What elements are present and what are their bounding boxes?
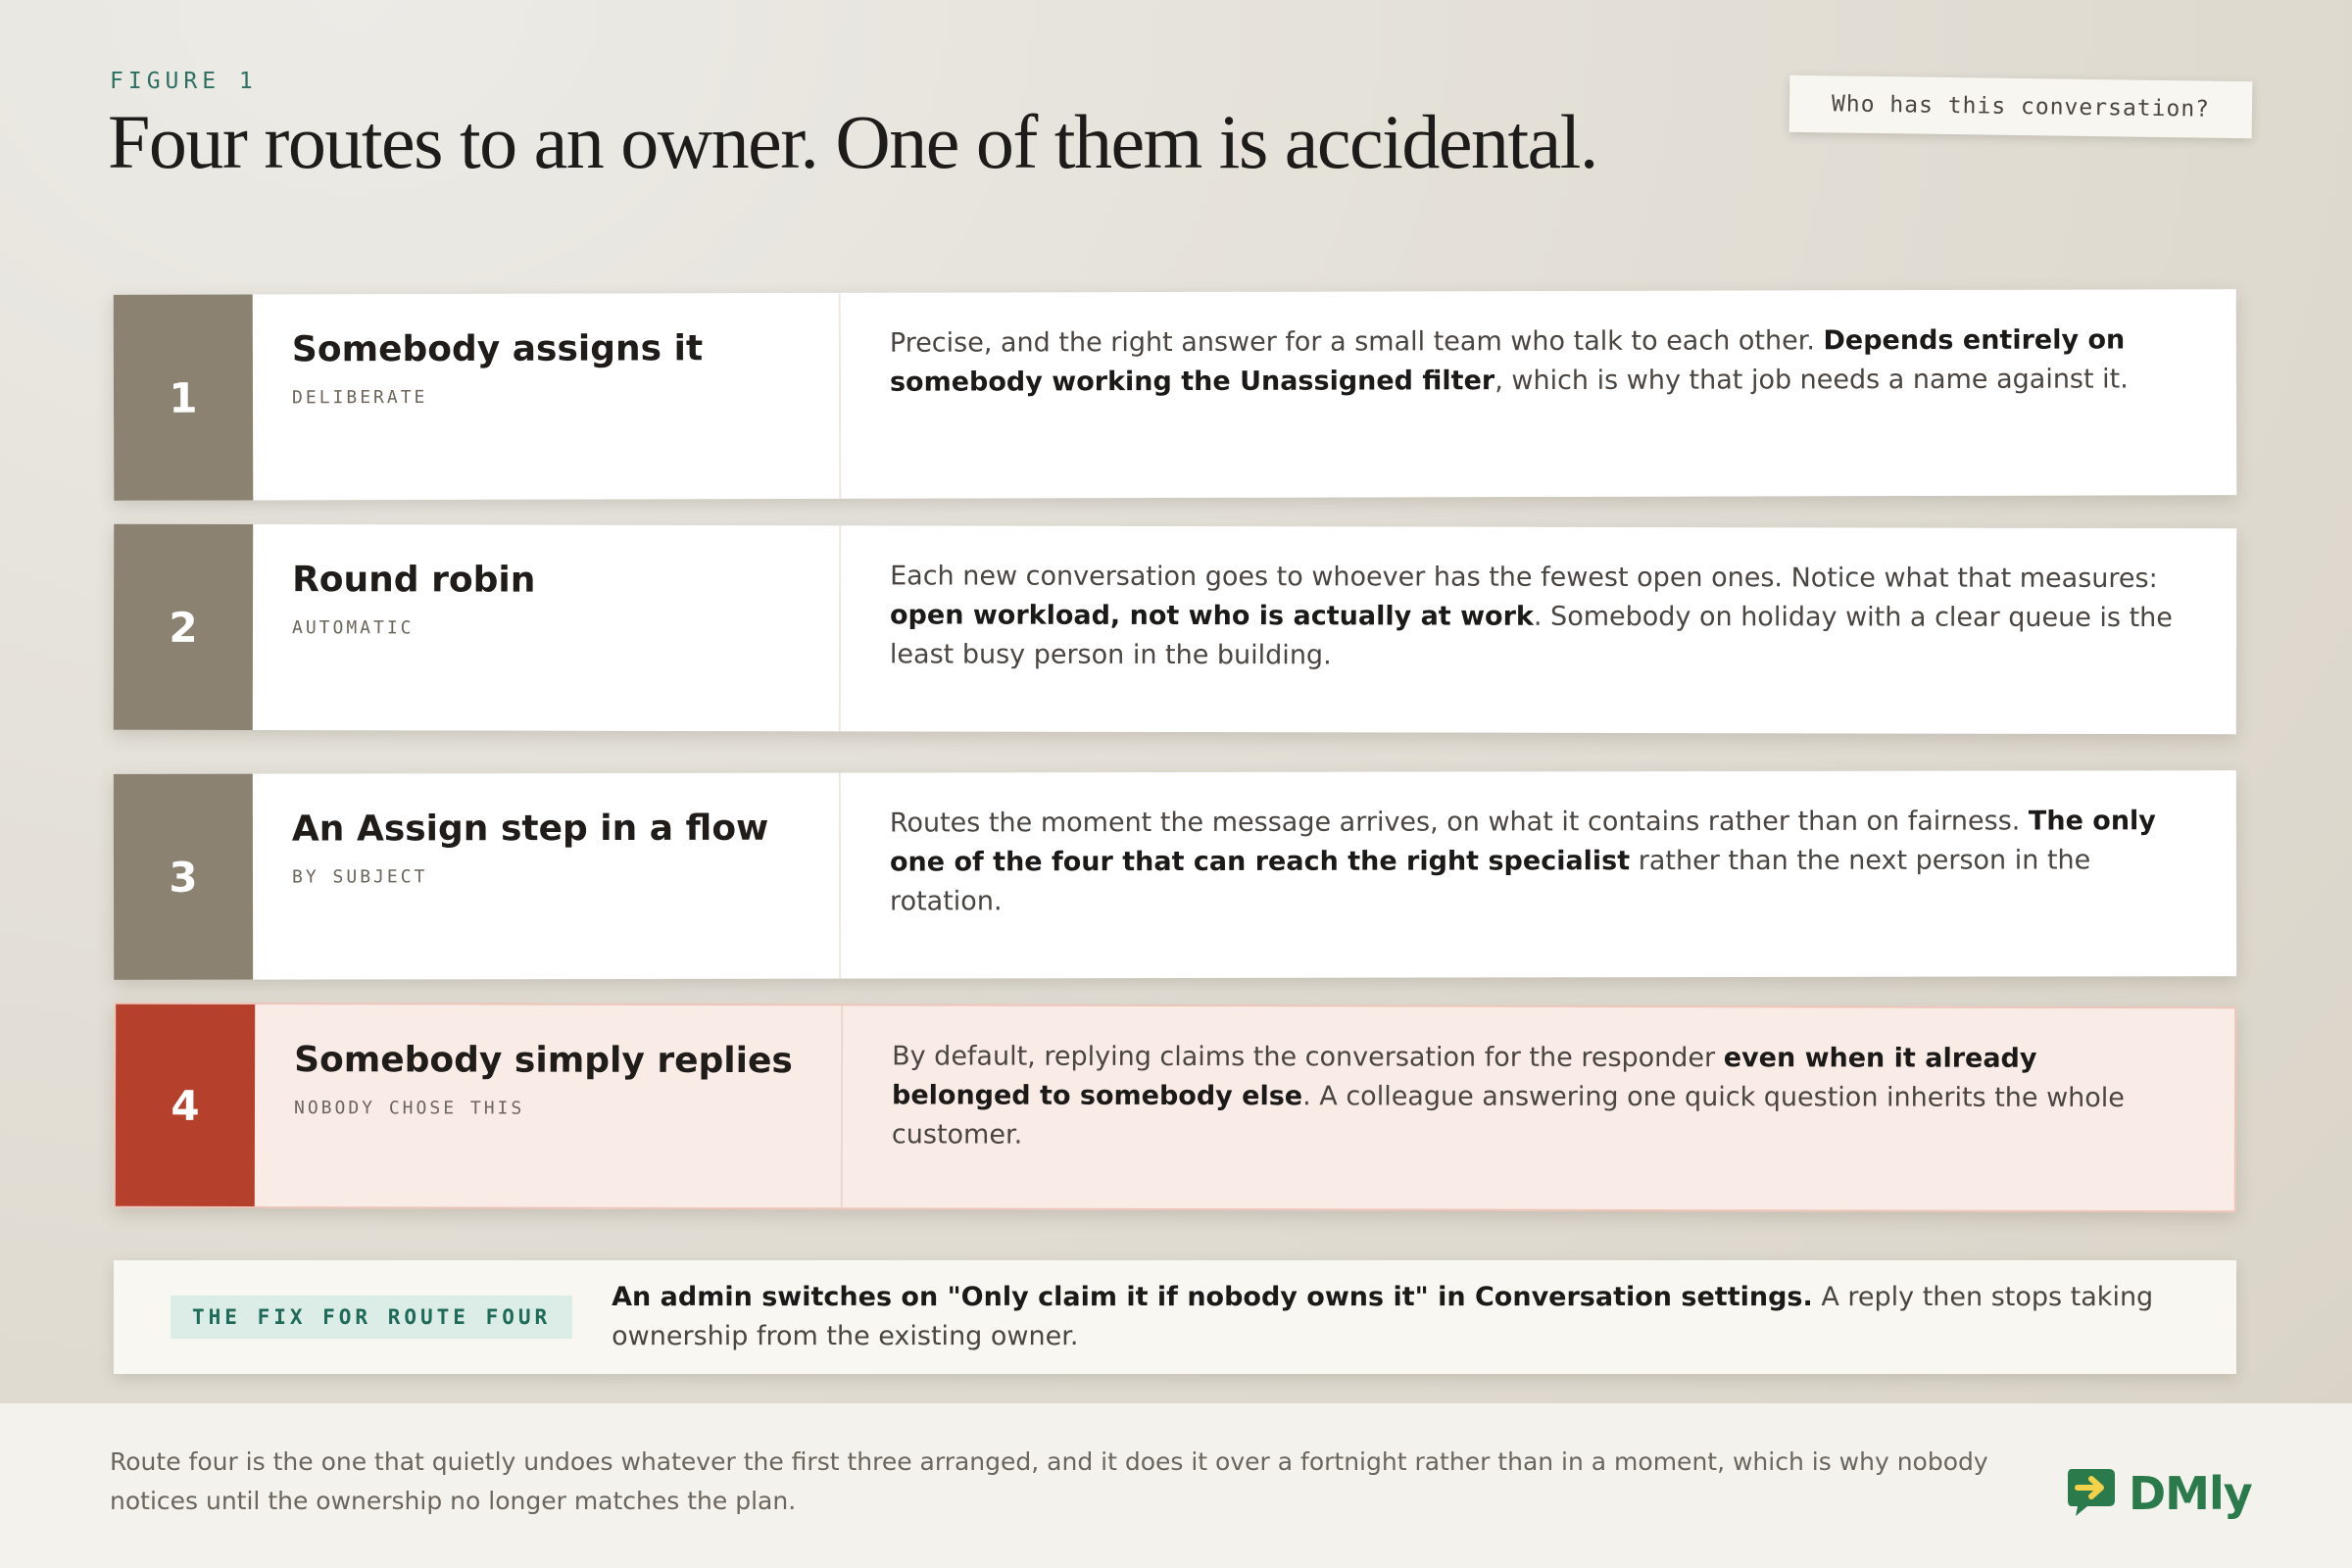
route-description	[841, 289, 2237, 499]
route-label	[253, 524, 841, 731]
footer	[0, 1403, 2352, 1568]
fix-emphasis: An admin switches on "Only claim it if nobody owns it" in Conversation settings.	[612, 1282, 1813, 1312]
route-card-3	[114, 770, 2236, 980]
chat-arrow-icon	[2064, 1463, 2121, 1524]
route-tag: AUTOMATIC	[291, 617, 415, 639]
route-tag: DELIBERATE	[291, 386, 428, 409]
route-number: 2	[114, 524, 253, 730]
question-tag: Who has this conversation?	[1789, 75, 2253, 139]
route-number: 4	[116, 1004, 255, 1206]
route-title: Somebody assigns it	[291, 328, 704, 370]
desc-text: Each new conversation goes to whoever has the fewest open ones. Notice what that measures:	[890, 561, 2158, 595]
desc-text: Routes the moment the message arrives, on what it contains rather than on fairness.	[889, 806, 2029, 839]
brand-logo	[2064, 1464, 2252, 1523]
route-label	[253, 773, 841, 980]
route-description	[841, 525, 2236, 734]
route-label	[253, 293, 842, 501]
fix-callout	[114, 1260, 2236, 1374]
route-title: Round robin	[292, 560, 536, 601]
desc-text: . A colleague answering one quick question inherits the whole customer.	[891, 1081, 2125, 1151]
desc-emphasis: The only one of the four that can reach the right specialist	[889, 806, 2156, 878]
route-card-4	[114, 1003, 2236, 1213]
desc-text: Precise, and the right answer for a small team who talk to each other.	[889, 325, 1824, 359]
route-label	[255, 1004, 843, 1207]
desc-emphasis: open workload, not who is actually at work	[889, 600, 1534, 632]
desc-text: . Somebody on holiday with a clear queue is the least busy person in the building.	[889, 601, 2173, 671]
fix-text	[612, 1278, 2158, 1356]
fix-detail: A reply then stops taking ownership from the existing owner.	[612, 1282, 2154, 1351]
desc-text: , which is why that job needs a name against it.	[1494, 364, 2129, 397]
route-title: An Assign step in a flow	[291, 808, 769, 850]
route-number: 3	[114, 774, 253, 980]
route-tag: NOBODY CHOSE THIS	[293, 1098, 525, 1119]
route-number: 1	[114, 294, 254, 500]
desc-text: By default, replying claims the conversation for the responder	[892, 1041, 1724, 1074]
figure-eyebrow: FIGURE 1	[110, 69, 258, 94]
page-title: Four routes to an owner. One of them is accidental.	[108, 99, 1597, 184]
route-title: Somebody simply replies	[294, 1040, 793, 1082]
route-tag: BY SUBJECT	[291, 866, 428, 888]
desc-text: rather than the next person in the rotation.	[890, 845, 2091, 917]
desc-emphasis: Depends entirely on somebody working the Unassigned filter	[889, 324, 2126, 398]
route-description	[843, 1005, 2234, 1210]
route-card-1	[114, 289, 2237, 501]
route-card-2	[114, 524, 2236, 735]
footer-note: Route four is the one that quietly undoes whatever the first three arranged, and it does it over a fortnight rather than in a moment, which is why nobody notices until the ownership no longer matches the plan.	[110, 1447, 1988, 1515]
route-description	[841, 770, 2236, 978]
logo-wordmark: DMly	[2129, 1467, 2252, 1520]
fix-badge: THE FIX FOR ROUTE FOUR	[171, 1296, 572, 1339]
desc-emphasis: even when it already belonged to somebody else	[891, 1043, 2037, 1112]
